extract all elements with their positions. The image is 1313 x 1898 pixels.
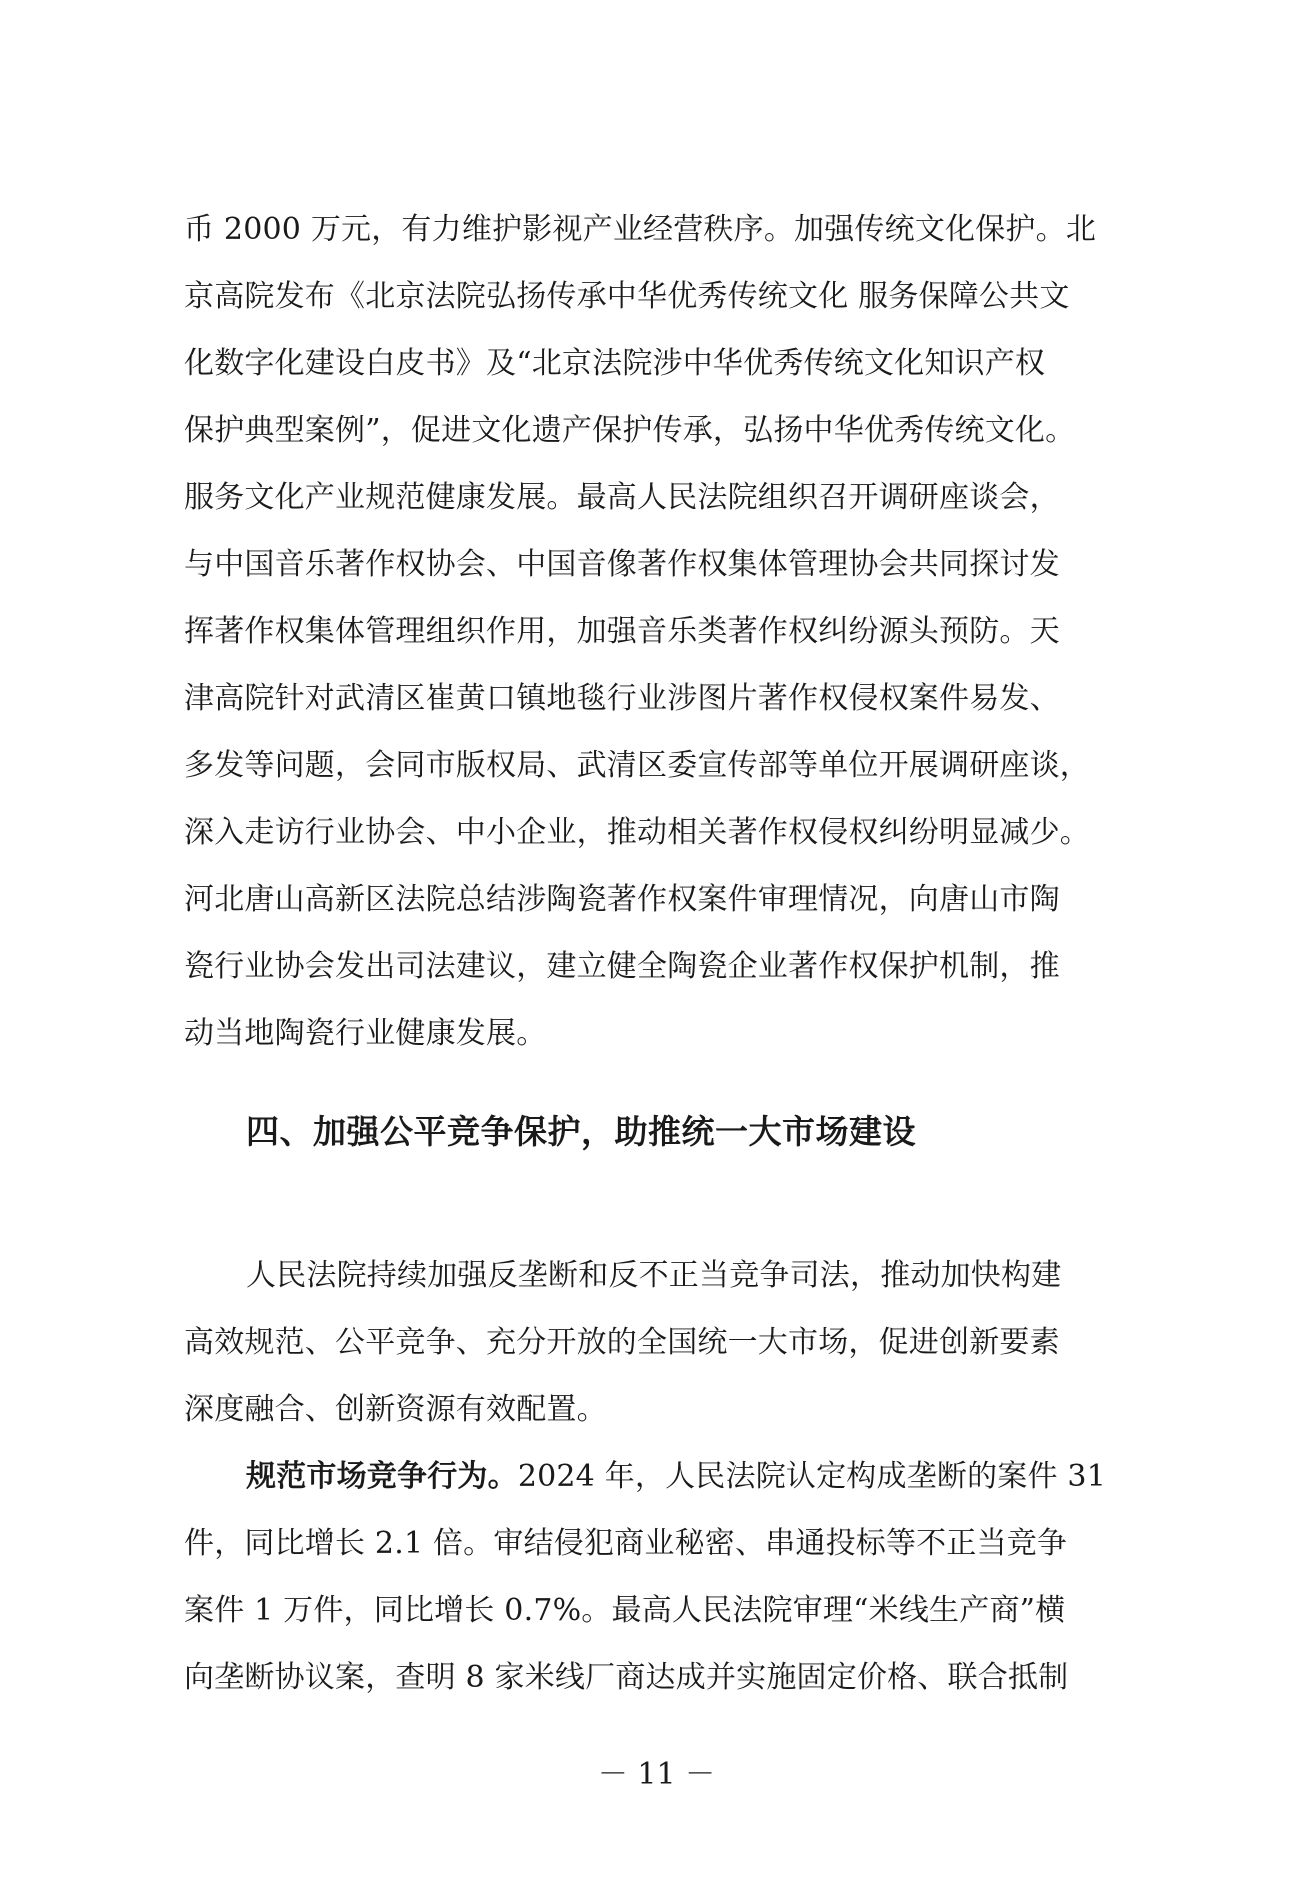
text-line: 服务文化产业规范健康发展。最高人民法院组织召开调研座谈会， — [184, 480, 1060, 515]
body-paragraph-intro — [184, 1242, 1174, 1443]
body-paragraph-culture — [184, 196, 1174, 1067]
text-line: 币 2000 万元，有力维护影视产业经营秩序。加强传统文化保护。北 — [184, 212, 1097, 247]
text-fragment: 2024 年，人民法院认定构成垄断的案件 31 — [517, 1459, 1107, 1494]
text-line: 津高院针对武清区崔黄口镇地毯行业涉图片著作权侵权案件易发、 — [184, 681, 1060, 716]
text-line: 保护典型案例”，促进文化遗产保护传承，弘扬中华优秀传统文化。 — [184, 413, 1076, 448]
text-line: 动当地陶瓷行业健康发展。 — [184, 1016, 547, 1051]
text-line: 件，同比增长 2.1 倍。审结侵犯商业秘密、串通投标等不正当竞争 — [184, 1526, 1068, 1561]
body-paragraph-market — [184, 1443, 1174, 1711]
page-number: － 11 － — [597, 1757, 716, 1792]
text-line: 人民法院持续加强反垄断和反不正当竞争司法，推动加快构建 — [246, 1258, 1062, 1293]
text-line: 深度融合、创新资源有效配置。 — [184, 1392, 607, 1427]
text-line: 向垄断协议案，查明 8 家米线厂商达成并实施固定价格、联合抵制 — [184, 1660, 1069, 1695]
text-line: 与中国音乐著作权协会、中国音像著作权集体管理协会共同探讨发 — [184, 547, 1060, 582]
text-line: 化数字化建设白皮书》及“北京法院涉中华优秀传统文化知识产权 — [184, 346, 1046, 381]
paragraph-lead: 规范市场竞争行为。 — [246, 1459, 518, 1494]
text-line: 京高院发布《北京法院弘扬传承中华优秀传统文化 服务保障公共文 — [184, 279, 1070, 314]
text-line: 挥著作权集体管理组织作用，加强音乐类著作权纠纷源头预防。天 — [184, 614, 1060, 649]
text-line: 高效规范、公平竞争、充分开放的全国统一大市场，促进创新要素 — [184, 1325, 1060, 1360]
text-line — [184, 1443, 1174, 1510]
text-line: 瓷行业协会发出司法建议，建立健全陶瓷企业著作权保护机制，推 — [184, 949, 1060, 984]
text-line: 案件 1 万件，同比增长 0.7%。最高人民法院审理“米线生产商”横 — [184, 1593, 1066, 1628]
section-heading: 四、加强公平竞争保护，助推统一大市场建设 — [246, 1112, 916, 1151]
text-line: 多发等问题，会同市版权局、武清区委宣传部等单位开展调研座谈， — [184, 748, 1090, 783]
text-line: 深入走访行业协会、中小企业，推动相关著作权侵权纠纷明显减少。 — [184, 815, 1090, 850]
text-line: 河北唐山高新区法院总结涉陶瓷著作权案件审理情况，向唐山市陶 — [184, 882, 1060, 917]
